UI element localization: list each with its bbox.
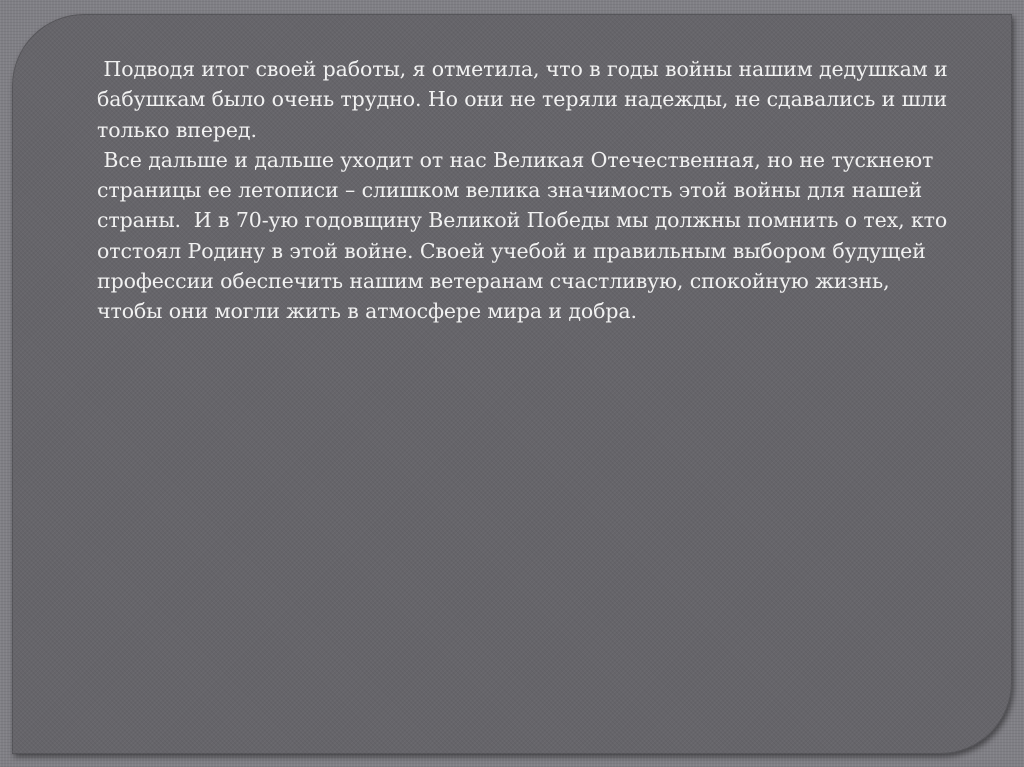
paragraph-remembrance: Все дальше и дальше уходит от нас Великая Отечественная, но не тускнеют страницы ее летописи – слишком велика значимость этой войны для нашей страны. И в 70-ую годовщину Великой Победы мы должны помнить о тех, кто отстоял Родину в этой войне. Своей учебой и правильным выбором будущей профессии обеспечить нашим ветеранам счастливую, спокойную жизнь, чтобы они могли жить в атмосфере мира и добра. <box>97 147 954 324</box>
paragraph-summary: Подводя итог своей работы, я отметила, что в годы войны нашим дедушкам и бабушкам было очень трудно. Но они не теряли надежды, не сдавались и шли только вперед. <box>97 57 955 142</box>
slide-panel <box>12 14 1012 754</box>
slide-body-text <box>97 54 957 327</box>
